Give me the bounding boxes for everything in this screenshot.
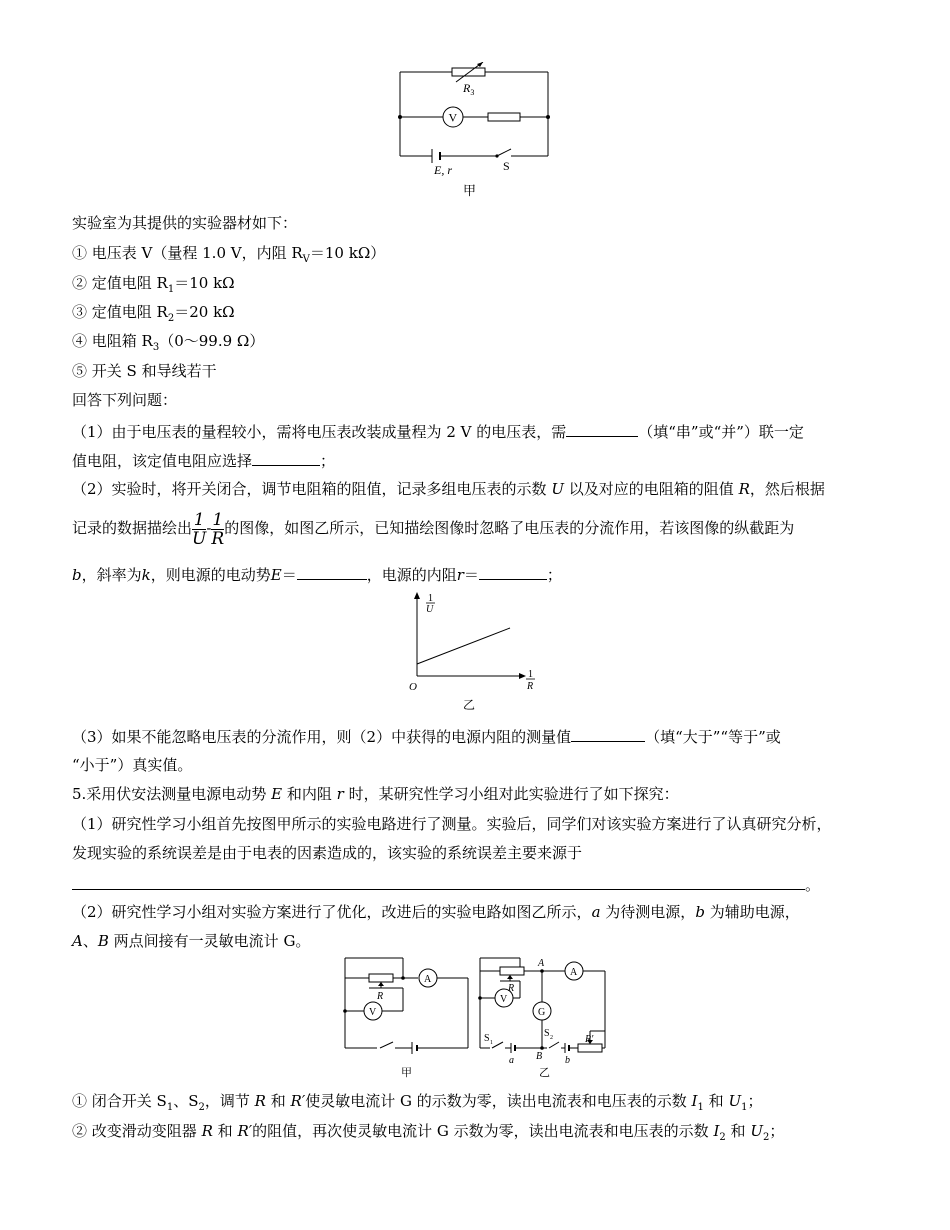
label-r-prime: R′ xyxy=(585,1034,594,1045)
label-s2-sub: 2 xyxy=(550,1035,553,1041)
equipment-item-4: ④ 电阻箱 $R_3(0\sim 99.9$ Ω） xyxy=(72,332,265,353)
questions-intro: 回答下列问题： xyxy=(72,391,178,409)
fraction-1-over-u: $\frac{1}{U}$ xyxy=(192,509,207,549)
label-voltmeter-jia: V xyxy=(369,1007,377,1018)
r3-resistor xyxy=(452,68,485,76)
q2-line1: （2）实验时，将开关闭合，调节电阻箱的阻值，记录多组电压表的示数 U 以及对应的电阻箱的阻值 R，然后根据 xyxy=(72,480,825,498)
fixed-resistor xyxy=(488,113,520,121)
answer-blank-r[interactable] xyxy=(479,563,547,580)
rheostat-r-prime xyxy=(578,1044,602,1052)
q1-line2: 值电阻，该定值电阻应选择 ； xyxy=(72,449,335,471)
label-b: b xyxy=(565,1055,570,1066)
circuit-diagrams-p5 xyxy=(335,955,625,1083)
equipment-item-3: ③ 定值电阻 $R_2=20$ kΩ xyxy=(72,303,235,324)
step-2: ② 改变滑动变阻器 R 和 R′的阻值，再次使灵敏电流计 G 示数为零，读出电流表和电压表的示数 $I_2$ 和 $U_2$； xyxy=(72,1122,785,1143)
fraction-1-over-r: $\frac{1}{R}$ xyxy=(211,509,225,549)
answer-blank-q1b[interactable] xyxy=(252,449,320,466)
rheostat-r-jia xyxy=(369,974,393,982)
switch-s xyxy=(497,149,511,156)
answer-blank-emf[interactable] xyxy=(297,563,367,580)
figure-caption-jia: 甲 xyxy=(463,184,477,199)
label-point-b: B xyxy=(536,1051,543,1062)
battery-label: E, r xyxy=(434,163,452,177)
graph-caption-yi: 乙 xyxy=(463,698,476,712)
q2-line3: b，斜率为k，则电源的电动势E＝ ，电源的内阻r＝ ； xyxy=(72,563,562,585)
x-label-den: R xyxy=(527,681,534,692)
x-label-num: 1 xyxy=(528,669,533,680)
answer-blank-p5q1[interactable] xyxy=(72,873,805,890)
label-s1-sub: 1 xyxy=(490,1040,493,1046)
y-label-den: U xyxy=(426,604,434,615)
p5-q2-line1: （2）研究性学习小组对实验方案进行了优化，改进后的实验电路如图乙所示，a 为待测电源，b 为辅助电源， xyxy=(72,903,800,921)
label-a: a xyxy=(509,1055,514,1066)
label-r-yi: R xyxy=(508,983,515,994)
r3-label: $R_3$ xyxy=(463,81,475,97)
p5-q1-line2: 发现实验的系统误差是由于电表的因素造成的，该实验的系统误差主要来源于 xyxy=(72,844,583,862)
q2-line2: 记录的数据描绘出 $\frac{1}{U}$ - $\frac{1}{R}$ 的图像，如图乙所示，已知描绘图像时忽略了电压表的分流作用，若该图像的纵截距为 xyxy=(72,509,795,549)
label-s1: S xyxy=(484,1033,490,1044)
switch-jia xyxy=(380,1042,393,1048)
voltmeter-label: V xyxy=(448,110,458,125)
label-ammeter-yi: A xyxy=(570,967,578,978)
p5-q2-line2: A、B 两点间接有一灵敏电流计 G。 xyxy=(72,932,311,950)
equipment-intro: 实验室为其提供的实验器材如下： xyxy=(72,214,298,232)
label-ammeter-jia: A xyxy=(424,974,432,985)
p5-q1-line3: 。 xyxy=(72,873,820,895)
equipment-item-5: ⑤ 开关 S 和导线若干 xyxy=(72,362,217,380)
step-1: ① 闭合开关 $S_1$、$S_2$，调节 R 和 R′使灵敏电流计 G 的示数为零，读出电流表和电压表的示数 $I_1$ 和 $U_1$； xyxy=(72,1092,763,1113)
caption-yi: 乙 xyxy=(539,1066,550,1079)
label-point-a: A xyxy=(538,958,545,969)
label-voltmeter-yi: V xyxy=(500,994,508,1005)
circuit-diagram-jia xyxy=(390,62,560,202)
answer-blank-q1a[interactable] xyxy=(566,420,638,437)
graph-yi xyxy=(405,590,550,715)
q3-line2: “小于”）真实值。 xyxy=(72,756,193,774)
p5-line1: 5.采用伏安法测量电源电动势 E 和内阻 r 时，某研究性学习小组对此实验进行了如下探究： xyxy=(72,785,679,803)
label-s2: S xyxy=(544,1028,550,1039)
label-r-jia: R xyxy=(377,991,384,1002)
data-line xyxy=(417,628,510,664)
caption-jia: 甲 xyxy=(401,1066,412,1079)
equipment-item-1: ① 电压表 V（量程 1.0 V，内阻 $R_V=10$ kΩ） xyxy=(72,244,386,265)
origin-label: O xyxy=(409,681,417,693)
switch-s2 xyxy=(549,1042,559,1048)
answer-blank-q3[interactable] xyxy=(571,725,645,742)
equipment-item-2: ② 定值电阻 $R_1=10$ kΩ xyxy=(72,274,235,295)
switch-s1 xyxy=(492,1042,503,1048)
rheostat-r-yi xyxy=(500,967,524,975)
switch-label: S xyxy=(503,159,510,173)
q1-line1: （1）由于电压表的量程较小，需将电压表改装成量程为 2 V 的电压表，需 （填“串”或“并”）联一定 xyxy=(72,420,804,442)
q3-line1: （3）如果不能忽略电压表的分流作用，则（2）中获得的电源内阻的测量值 （填“大于”“等于”或 xyxy=(72,725,781,747)
label-g: G xyxy=(538,1007,546,1018)
y-label-num: 1 xyxy=(428,593,433,604)
p5-q1-line1: （1）研究性学习小组首先按图甲所示的实验电路进行了测量。实验后，同学们对该实验方案进行了认真研究分析， xyxy=(72,815,832,833)
